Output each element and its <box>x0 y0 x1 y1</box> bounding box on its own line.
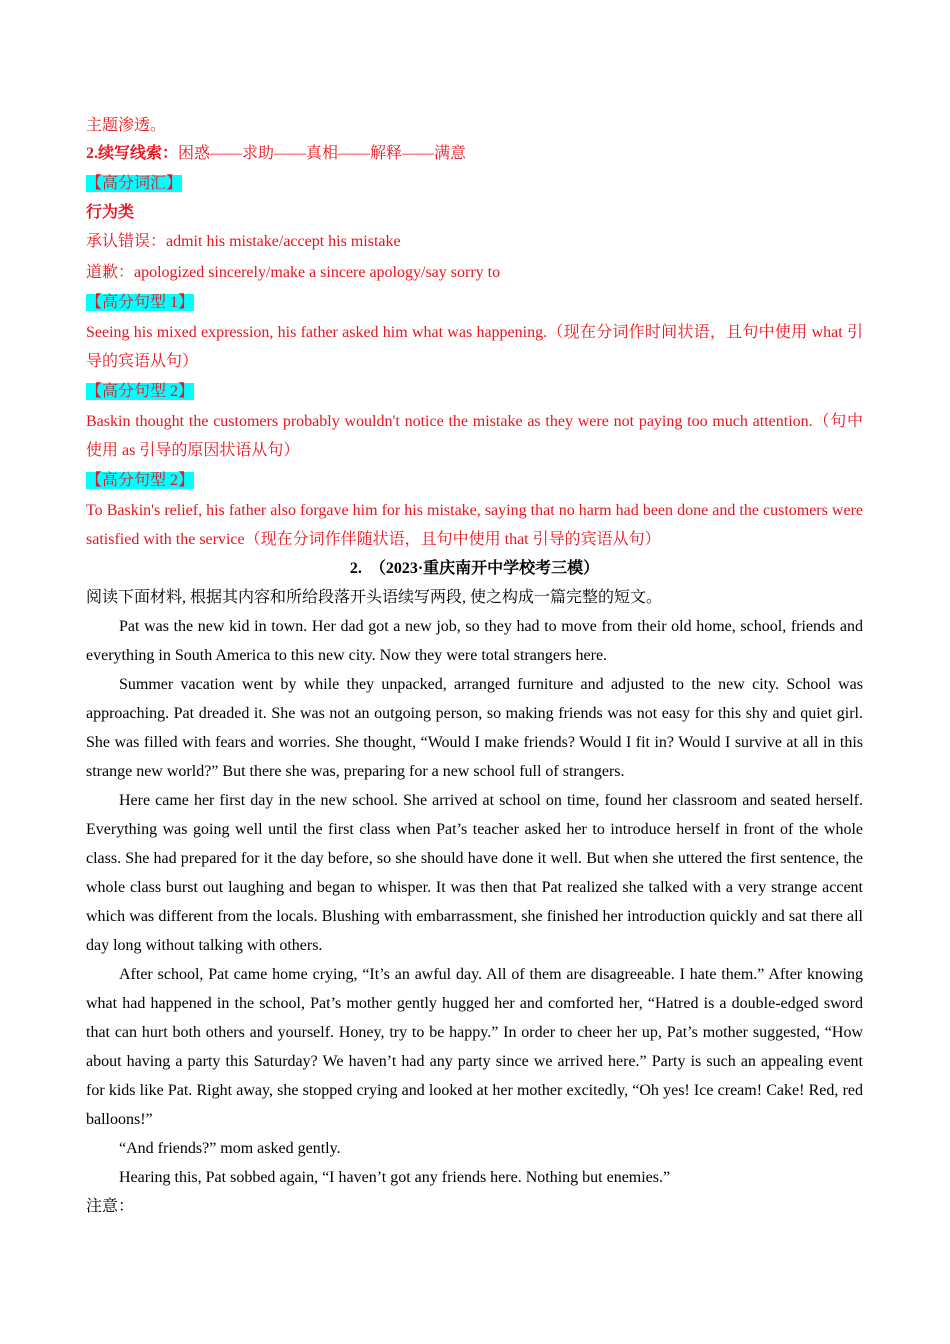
pattern1-tag-line <box>86 288 863 318</box>
clue-line <box>86 139 863 169</box>
clue-label: 2.续写线索： <box>86 145 179 162</box>
apology-phrase: 道歉：apologized sincerely/make a sincere apology/say sorry to <box>86 264 501 281</box>
section2-heading: 2. （2023·重庆南开中学校考三模） <box>349 560 600 577</box>
task-instruction: 阅读下面材料, 根据其内容和所给段落开头语续写两段, 使之构成一篇完整的短文。 <box>86 589 663 606</box>
behavior-heading: 行为类 <box>86 204 135 221</box>
story-paragraph-3: Here came her first day in the new school. She arrived at school on time, found her classroom and seated herself. Everything was going well until the first class when Pat’s teacher asked her to introduce herself in front of the whole class. She had prepared for it the day before, so she should have done it well. But when she uttered the first sentence, the whole class burst out laughing and began to whisper. It was then that Pat realized she talked with a very strange accent which was different from the locals. Blushing with embarrassment, she finished her introduction quickly and sat there all day long without talking with others. <box>86 792 863 954</box>
story-paragraph-4: After school, Pat came home crying, “It’s an awful day. All of them are disagreeable. I hate them.” After knowing what had happened in the school, Pat’s mother gently hugged her and comforted her, “Hatred is a double-edged sword that can hurt both others and yourself. Honey, try to be happy.” In order to cheer her up, Pat’s mother suggested, “How about having a party this Saturday? We haven’t had any party since we arrived here.” Party is such an appealing event for kids like Pat. Right away, she stopped crying and looked at her mother excitedly, “Oh yes! Ice cream! Cake! Red, red balloons!” <box>86 966 863 1128</box>
pattern1-text: Seeing his mixed expression, his father asked him what was happening.（现在分词作时间状语，且句中使用 what 引导的宾语从句） <box>86 324 863 370</box>
note-label: 注意： <box>86 1198 135 1215</box>
pattern3-tag-line <box>86 465 863 496</box>
pattern3-text: To Baskin's relief, his father also forgave him for his mistake, saying that no harm had been done and the customers were satisfied with the service（现在分词作伴随状语，且句中使用 that 引导的宾语从句） <box>86 502 863 548</box>
story-paragraph-1: Pat was the new kid in town. Her dad got a new job, so they had to move from their old home, school, friends and everything in South America to this new city. Now they were total strangers here. <box>86 618 863 664</box>
story-paragraph-2: Summer vacation went by while they unpacked, arranged furniture and adjusted to the new city. School was approaching. Pat dreaded it. She was not an outgoing person, so making friends was not easy for this shy and quiet girl. She was filled with fears and worries. She thought, “Would I make friends? Would I fit in? Would I survive at all in this strange new world?” But there she was, preparing for a new school full of strangers. <box>86 676 863 780</box>
admit-phrase: 承认错误：admit his mistake/accept his mistake <box>86 233 401 250</box>
story-paragraph-6: Hearing this, Pat sobbed again, “I haven’t got any friends here. Nothing but enemies.” <box>119 1169 671 1186</box>
pattern2-text: Baskin thought the customers probably wouldn't notice the mistake as they were not paying too much attention.（句中使用 as 引导的原因状语从句） <box>86 413 863 459</box>
vocab-tag: 【高分词汇】 <box>86 175 183 192</box>
pattern2-tag: 【高分句型 2】 <box>86 383 195 400</box>
pattern1-tag: 【高分句型 1】 <box>86 294 195 311</box>
story-paragraph-5: “And friends?” mom asked gently. <box>119 1140 341 1157</box>
pattern2-tag-line <box>86 376 863 407</box>
theme-tail-text: 主题渗透。 <box>86 117 167 134</box>
document-page <box>86 112 863 1221</box>
clue-text: 困惑——求助——真相——解释——满意 <box>178 145 467 162</box>
pattern3-tag: 【高分句型 2】 <box>86 472 195 489</box>
vocab-tag-line <box>86 169 863 198</box>
